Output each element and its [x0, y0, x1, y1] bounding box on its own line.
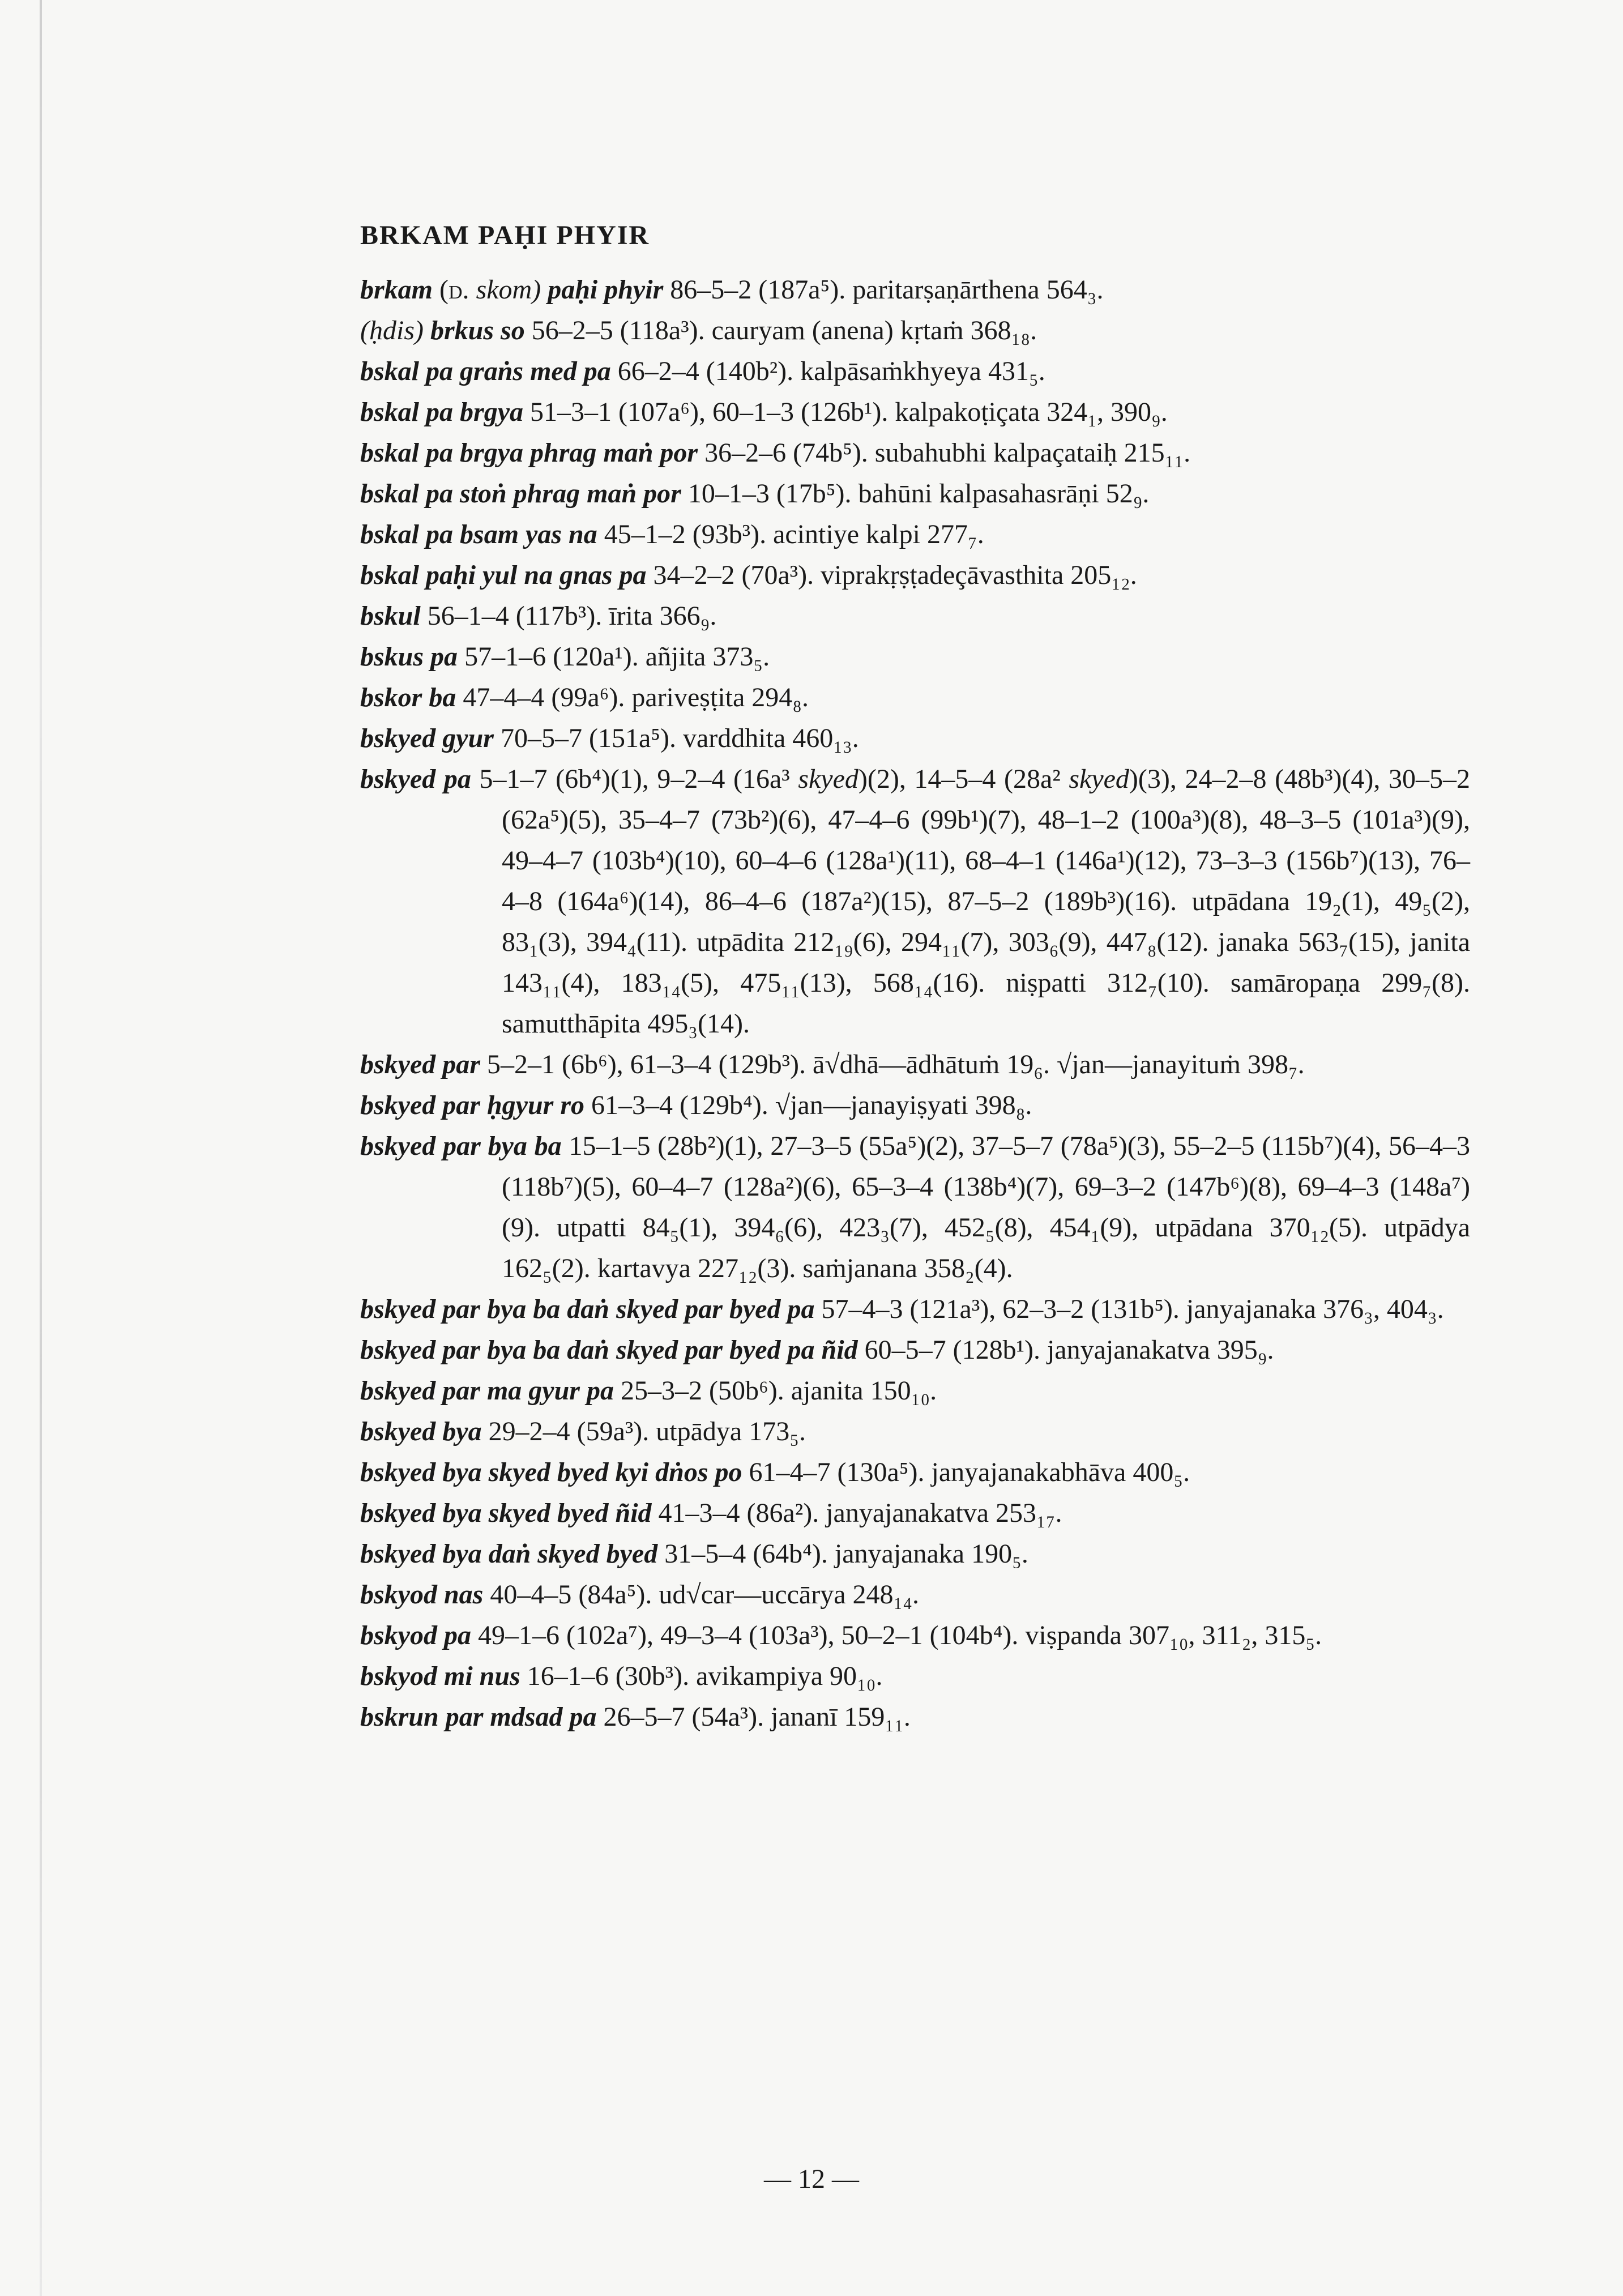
glossary-entry — [360, 270, 1470, 310]
glossary-entry — [360, 1289, 1470, 1330]
entry-text: 45–1–2 (93b³). acintiye kalpi 277₇. — [597, 519, 984, 549]
entry-text: 36–2–6 (74b⁵). subahubhi kalpaçataiḥ 215₁₁. — [698, 438, 1191, 468]
entry-headword: bskus pa — [360, 642, 458, 672]
glossary-entry — [360, 351, 1470, 392]
glossary-entry — [360, 1371, 1470, 1411]
entry-text: 56–1–4 (117b³). īrita 366₉. — [420, 601, 717, 631]
entry-text: 15–1–5 (28b²)(1), 27–3–5 (55a⁵)(2), 37–5–7 (78a⁵)(3), 55–2–5 (115b⁷)(4), 56–4–3 (118b⁷)(5), 60–4–7 (128a²)(6), 65–3–4 (138b⁴)(7), 69–3–2 (147b⁶)(8), 69–4–3 (148a⁷)(9). utpatti 84₅(1), 394₆(6), 423₃(7), 452₅(8), 454₁(9), utpādana 370₁₂(5). utpādya 162₅(2). kartavya 227₁₂(3). saṁjanana 358₂(4). — [502, 1131, 1471, 1283]
glossary-entry — [360, 759, 1470, 1044]
glossary-entry — [360, 1697, 1470, 1738]
glossary-entry — [360, 555, 1470, 596]
entry-text: )(3), 24–2–8 (48b³)(4), 30–5–2 (62a⁵)(5), 35–4–7 (73b²)(6), 47–4–6 (99b¹)(7), 48–1–2 (100a³)(8), 48–3–5 (101a³)(9), 49–4–7 (103b⁴)(10), 60–4–6 (128a¹)(11), 68–4–1 (146a¹)(12), 73–3–3 (156b⁷)(13), 76–4–8 (164a⁶)(14), 86–4–6 (187a²)(15), 87–5–2 (189b³)(16). utpādana 19₂(1), 49₅(2), 83₁(3), 394₄(11). utpādita 212₁₉(6), 294₁₁(7), 303₆(9), 447₈(12). janaka 563₇(15), janita 143₁₁(4), 183₁₄(5), 475₁₁(13), 568₁₄(16). niṣpatti 312₇(10). samāropaṇa 299₇(8). samutthāpita 495₃(14). — [502, 764, 1471, 1039]
entry-text: 40–4–5 (84a⁵). ud√car—uccārya 248₁₄. — [483, 1580, 919, 1610]
entry-text: 49–1–6 (102a⁷), 49–3–4 (103a³), 50–2–1 (104b⁴). viṣpanda 307₁₀, 311₂, 315₅. — [471, 1620, 1322, 1650]
entry-text: 57–4–3 (121a³), 62–3–2 (131b⁵). janyajanaka 376₃, 404₃. — [814, 1294, 1444, 1324]
glossary-entries — [360, 270, 1470, 1738]
page-body — [360, 215, 1470, 1738]
glossary-entry — [360, 1534, 1470, 1574]
glossary-entry — [360, 1411, 1470, 1452]
entry-text: 29–2–4 (59a³). utpādya 173₅. — [481, 1416, 806, 1446]
entry-text: 16–1–6 (30b³). avikampiya 90₁₀. — [520, 1661, 883, 1691]
entry-headword: bskyed bya — [360, 1416, 482, 1446]
entry-text: 41–3–4 (86a²). janyajanakatva 253₁₇. — [651, 1498, 1062, 1528]
entry-headword: bskyed pa — [360, 764, 471, 794]
glossary-entry — [360, 1574, 1470, 1615]
entry-text: 47–4–4 (99a⁶). pariveṣṭita 294₈. — [456, 682, 809, 712]
entry-text: 26–5–7 (54a³). jananī 159₁₁. — [596, 1702, 911, 1732]
entry-headword: paḥi phyir — [548, 275, 664, 305]
entry-headword: brkus so — [430, 315, 525, 345]
entry-text: 5–1–7 (6b⁴)(1), 9–2–4 (16a³ — [471, 764, 798, 794]
entry-headword: bskyed bya daṅ skyed byed — [360, 1539, 658, 1569]
entry-text: ( — [433, 275, 449, 305]
entry-headword: bskal pa graṅs med pa — [360, 356, 611, 386]
entry-headword: bskyed bya skyed byed ñid — [360, 1498, 652, 1528]
entry-text: 61–4–7 (130a⁵). janyajanakabhāva 400₅. — [742, 1457, 1190, 1487]
glossary-entry — [360, 718, 1470, 759]
entry-text: (ḥdis) — [360, 315, 424, 345]
entry-text: 5–2–1 (6b⁶), 61–3–4 (129b³). ā√dhā—ādhātuṁ 19₆. √jan—janayituṁ 398₇. — [480, 1049, 1305, 1079]
entry-headword: bskul — [360, 601, 421, 631]
entry-headword: bskyed gyur — [360, 723, 494, 753]
entry-headword: bskyed par bya ba — [360, 1131, 562, 1161]
entry-text: 70–5–7 (151a⁵). varddhita 460₁₃. — [493, 723, 859, 753]
entry-text: 10–1–3 (17b⁵). bahūni kalpasahasrāṇi 52₉. — [681, 479, 1150, 509]
entry-text — [424, 315, 430, 345]
entry-headword: bskyed par ḥgyur ro — [360, 1090, 585, 1120]
entry-headword: bskyed par bya ba daṅ skyed par byed pa — [360, 1294, 815, 1324]
entry-text: 86–5–2 (187a⁵). paritarṣaṇārthena 564₃. — [663, 275, 1104, 305]
glossary-entry — [360, 1085, 1470, 1126]
glossary-entry — [360, 1615, 1470, 1656]
running-head: BRKAM PAḤI PHYIR — [360, 220, 650, 250]
entry-headword: bskyed bya skyed byed kyi dṅos po — [360, 1457, 742, 1487]
glossary-entry — [360, 1656, 1470, 1697]
entry-text: 34–2–2 (70a³). viprakṛṣṭadeçāvasthita 205₁₂. — [646, 560, 1137, 590]
glossary-entry — [360, 392, 1470, 433]
entry-headword: bskor ba — [360, 682, 456, 712]
glossary-entry — [360, 433, 1470, 473]
entry-headword: bskyod pa — [360, 1620, 471, 1650]
entry-text: 25–3–2 (50b⁶). ajanita 150₁₀. — [613, 1376, 937, 1406]
entry-text: d. — [449, 275, 469, 305]
entry-text: 61–3–4 (129b⁴). √jan—janayiṣyati 398₈. — [584, 1090, 1032, 1120]
glossary-entry — [360, 473, 1470, 514]
entry-headword: bskal pa brgya phrag maṅ por — [360, 438, 698, 468]
glossary-entry — [360, 514, 1470, 555]
entry-headword: bskal pa stoṅ phrag maṅ por — [360, 479, 681, 509]
page-number: — 12 — — [764, 2164, 859, 2194]
glossary-entry — [360, 1330, 1470, 1371]
entry-text: 51–3–1 (107a⁶), 60–1–3 (126b¹). kalpakoṭiçata 324₁, 390₉. — [523, 397, 1168, 427]
entry-text — [541, 275, 548, 305]
entry-text: skom) — [476, 275, 541, 305]
entry-headword: bskyed par — [360, 1049, 480, 1079]
entry-headword: bskyed par ma gyur pa — [360, 1376, 614, 1406]
glossary-entry — [360, 1044, 1470, 1085]
entry-text: 60–5–7 (128b¹). janyajanakatva 395₉. — [857, 1335, 1274, 1365]
glossary-entry — [360, 310, 1470, 351]
entry-text — [469, 275, 476, 305]
entry-headword: bskyed par bya ba daṅ skyed par byed pa ñid — [360, 1335, 858, 1365]
entry-text: 66–2–4 (140b²). kalpāsaṁkhyeya 431₅. — [610, 356, 1045, 386]
glossary-entry — [360, 1493, 1470, 1534]
entry-headword: brkam — [360, 275, 433, 305]
scan-edge-shadow — [40, 0, 42, 2296]
glossary-entry — [360, 637, 1470, 677]
glossary-entry — [360, 1452, 1470, 1493]
entry-headword: bskyod nas — [360, 1580, 484, 1610]
entry-text: 57–1–6 (120a¹). añjita 373₅. — [458, 642, 770, 672]
glossary-entry — [360, 596, 1470, 637]
entry-headword: bskal pa bsam yas na — [360, 519, 597, 549]
entry-headword: bskrun par mdsad pa — [360, 1702, 597, 1732]
entry-text: 56–2–5 (118a³). cauryam (anena) kṛtaṁ 368₁₈. — [524, 315, 1037, 345]
entry-text: skyed — [1069, 764, 1129, 794]
glossary-entry — [360, 1126, 1470, 1289]
entry-headword: bskal paḥi yul na gnas pa — [360, 560, 647, 590]
glossary-entry — [360, 677, 1470, 718]
entry-headword: bskal pa brgya — [360, 397, 523, 427]
entry-text: skyed — [798, 764, 859, 794]
entry-headword: bskyod mi nus — [360, 1661, 520, 1691]
entry-text: 31–5–4 (64b⁴). janyajanaka 190₅. — [657, 1539, 1028, 1569]
entry-text: )(2), 14–5–4 (28a² — [858, 764, 1069, 794]
